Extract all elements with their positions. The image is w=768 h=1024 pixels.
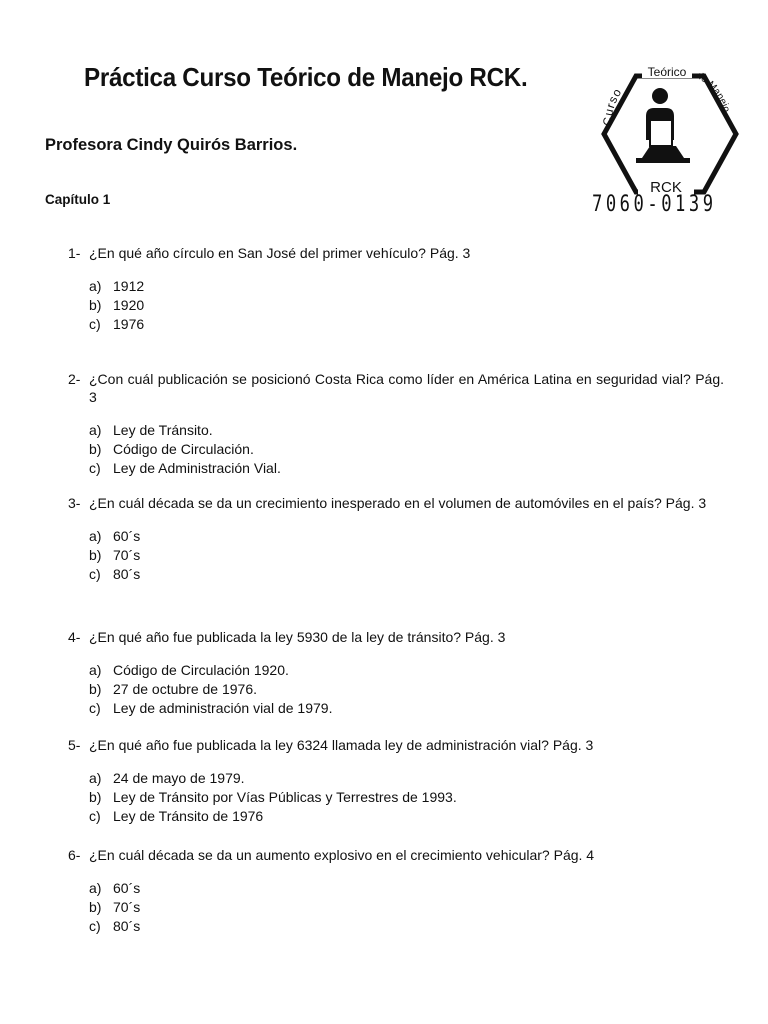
option-text: Ley de Tránsito de 1976 [113,808,264,824]
option-letter: b) [89,681,102,697]
option-letter: b) [89,789,102,805]
question-text: ¿En qué año fue publicada la ley 6324 llamada ley de administración vial? Pág. 3 [89,737,594,753]
question-number: 2- [68,371,81,387]
answer-option [89,788,724,807]
answer-option [89,898,724,917]
option-text: 1976 [113,316,145,332]
option-text: 70´s [113,899,141,915]
question-1 [68,244,724,334]
question-4 [68,628,724,718]
answer-option [89,680,724,699]
option-text: 24 de mayo de 1979. [113,770,245,786]
answer-option [89,527,724,546]
option-text: 27 de octubre de 1976. [113,681,258,697]
answer-options [89,879,724,936]
teacher-name: Profesora Cindy Quirós Barrios. [45,136,298,154]
question-5 [68,736,724,826]
page-title: Práctica Curso Teórico de Manejo RCK. [84,62,528,92]
option-letter: c) [89,918,101,934]
option-text: 70´s [113,547,141,563]
question-number: 3- [68,495,81,511]
question-2 [68,370,724,478]
answer-option [89,917,724,936]
option-text: 1920 [113,297,145,313]
answer-option [89,277,724,296]
option-text: 60´s [113,528,141,544]
question-6 [68,846,724,936]
answer-option [89,879,724,898]
option-text: 80´s [113,566,141,582]
option-text: Código de Circulación. [113,441,254,457]
answer-option [89,459,724,478]
logo-brand-text: RCK [650,179,682,196]
logo-arc-top-text: Teórico [647,65,687,79]
answer-option [89,421,724,440]
option-letter: a) [89,422,102,438]
answer-option [89,546,724,565]
answer-options [89,277,724,334]
logo-arc-left-text: Curso [600,85,625,127]
option-letter: c) [89,566,101,582]
chapter-label: Capítulo 1 [45,192,111,207]
question-number: 4- [68,629,81,645]
answer-option [89,769,724,788]
answer-option [89,807,724,826]
answer-option [89,296,724,315]
answer-option [89,440,724,459]
option-letter: b) [89,441,102,457]
option-letter: a) [89,662,102,678]
option-text: 1912 [113,278,145,294]
option-letter: a) [89,528,102,544]
option-letter: c) [89,808,101,824]
option-text: Ley de Administración Vial. [113,460,281,476]
option-text: 60´s [113,880,141,896]
answer-option [89,315,724,334]
option-text: Código de Circulación 1920. [113,662,289,678]
answer-option [89,565,724,584]
question-text: ¿En cuál década se da un crecimiento inesperado en el volumen de automóviles en el país? Pág. 3 [89,495,707,511]
question-text: ¿En qué año círculo en San José del primer vehículo? Pág. 3 [89,245,471,261]
option-letter: a) [89,880,102,896]
option-text: Ley de Tránsito. [113,422,213,438]
option-letter: c) [89,700,101,716]
option-text: Ley de administración vial de 1979. [113,700,333,716]
answer-options [89,661,724,718]
option-letter: a) [89,770,102,786]
answer-options [89,421,724,478]
option-letter: b) [89,899,102,915]
question-text: ¿En qué año fue publicada la ley 5930 de la ley de tránsito? Pág. 3 [89,629,506,645]
option-letter: c) [89,316,101,332]
answer-options [89,527,724,584]
option-letter: c) [89,460,101,476]
logo-arc-right-text: de Manejo [694,70,732,114]
option-letter: b) [89,547,102,563]
question-text: ¿En cuál década se da un aumento explosivo en el crecimiento vehicular? Pág. 4 [89,847,595,863]
question-3 [68,494,724,584]
question-number: 6- [68,847,81,863]
option-letter: b) [89,297,102,313]
answer-options [89,769,724,826]
teacher-at-laptop-icon [636,88,690,163]
question-number: 1- [68,245,81,261]
option-letter: a) [89,278,102,294]
logo-phone-number: 7060-0139 [592,192,717,217]
svg-text:de Manejo [694,70,732,114]
option-text: Ley de Tránsito por Vías Públicas y Terrestres de 1993. [113,789,457,805]
question-number: 5- [68,737,81,753]
option-text: 80´s [113,918,141,934]
answer-option [89,661,724,680]
question-text: ¿Con cuál publicación se posicionó Costa Rica como líder en América Latina en seguridad vial? Pág. 3 [89,371,724,405]
answer-option [89,699,724,718]
